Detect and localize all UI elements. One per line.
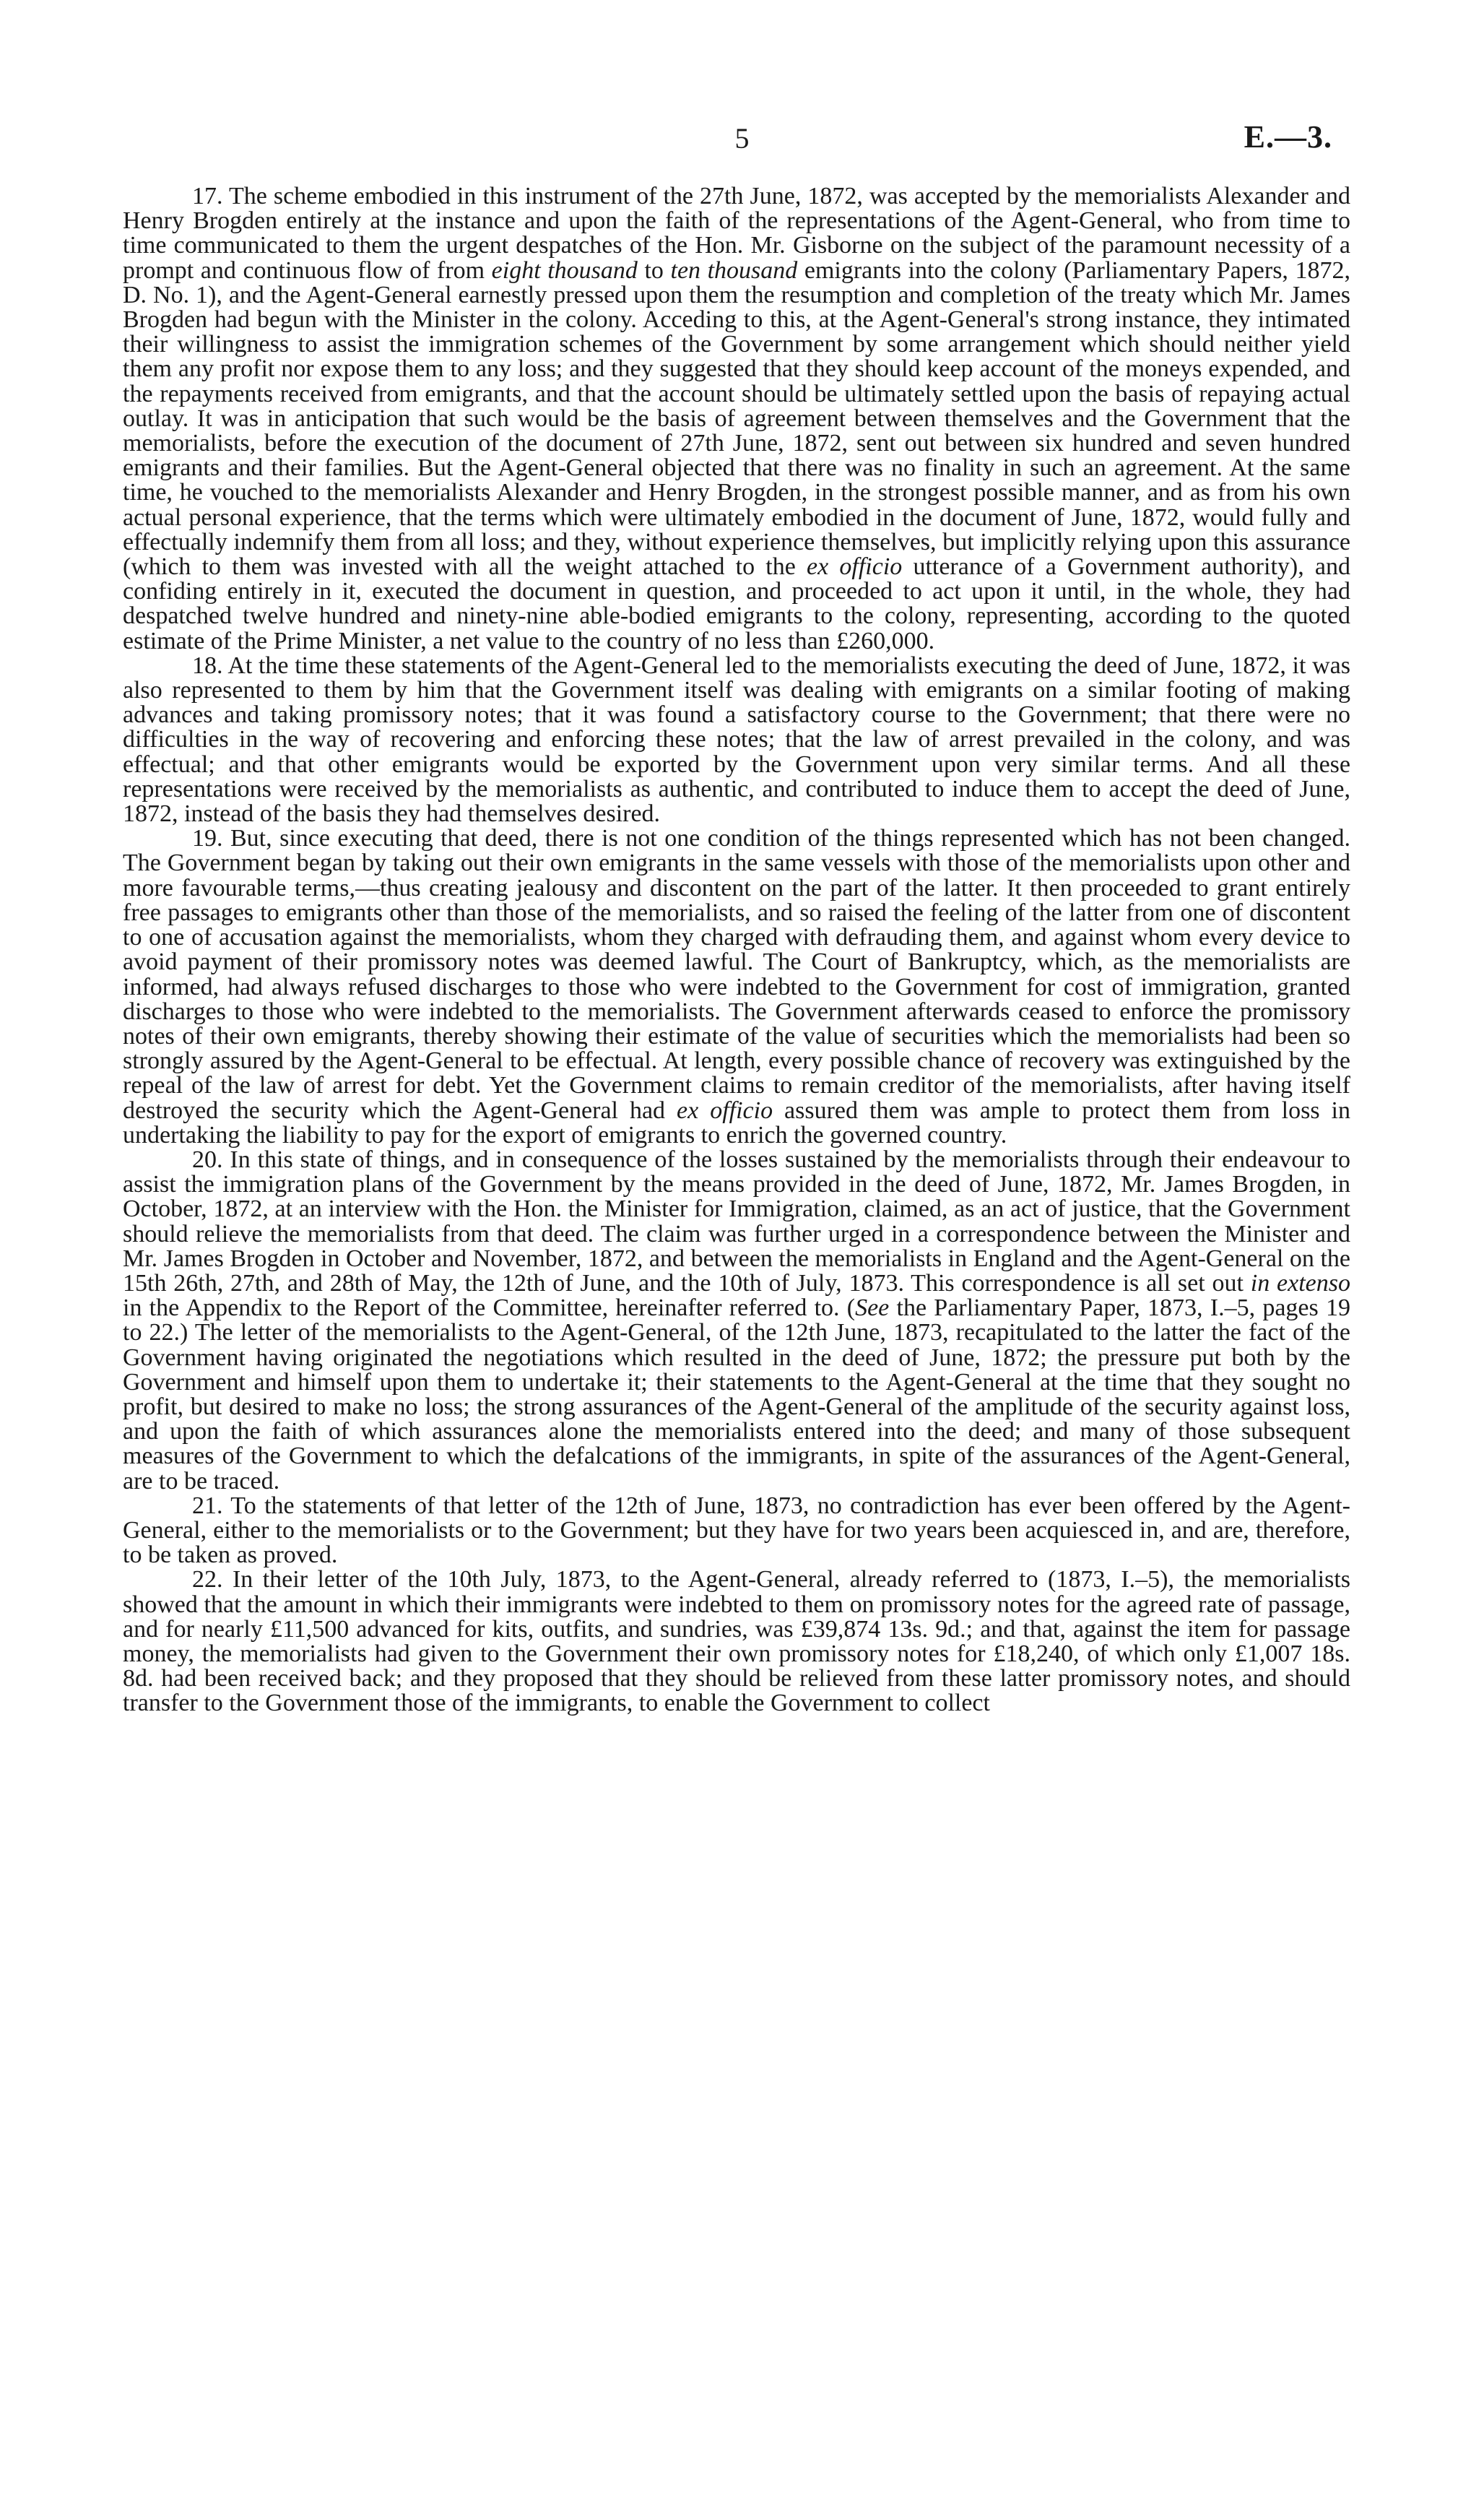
- paragraph-number: 18.: [192, 652, 223, 679]
- paragraph-20: 20. In this state of things, and in consequence of the losses sustained by the memorialists through their endeavour to assist the immigration plans of the Government by the means provided in the deed of June, 1872, Mr. James Brogden, in October, 1872, at an interview with the Hon. the Minister for Immigration, claimed, as an act of justice, that the Government should relieve the memorialists from that deed. The claim was further urged in a correspondence between the Minister and Mr. James Brogden in October and November, 1872, and between the memorialists in England and the Agent-General on the 15th 26th, 27th, and 28th of May, the 12th of June, and the 10th of July, 1873. This correspondence is all set out in extenso in the Appendix to the Report of the Committee, hereinafter referred to. (See the Parliamentary Paper, 1873, I.–5, pages 19 to 22.) The letter of the memorialists to the Agent-General, of the 12th June, 1873, recapitulated to the latter the fact of the Government having originated the negotiations which resulted in the deed of June, 1872; the pressure put both by the Government and himself upon them to undertake it; their statements to the Agent-General at the time that they sought no profit, but desired to make no loss; the strong assurances of the Agent-General of the amplitude of the security against loss, and upon the faith of which assurances alone the memorialists entered into the deed; and many of those subsequent measures of the Government to which the defalcations of the immigrants, in spite of the assurances of the Agent-General, are to be traced.: [123, 1146, 1351, 1495]
- paragraph-21: 21. To the statements of that letter of the 12th of June, 1873, no contradiction has ever been offered by the Agent-General, either to the memorialists or to the Government; but they have for two years been acquiesced in, and are, therefore, to be taken as proved.: [123, 1492, 1350, 1569]
- page-number: 5: [734, 122, 750, 155]
- paragraph-17: 17. The scheme embodied in this instrument of the 27th June, 1872, was accepted by the memorialists Alexander and Henry Brogden entirely at the instance and upon the faith of the representations of the Agent-General, who from time to time communicated to them the urgent despatches of the Hon. Mr. Gisborne on the subject of the paramount necessity of a prompt and continuous flow of from eight thousand to ten thousand emigrants into the colony (Parliamentary Papers, 1872, D. No. 1), and the Agent-General earnestly pressed upon them the resumption and completion of the treaty which Mr. James Brogden had begun with the Minister in the colony. Acceding to this, at the Agent-General's strong instance, they intimated their willingness to assist the immigration schemes of the Government by some arrangement which should neither yield them any profit nor expose them to any loss; and they suggested that they should keep account of the moneys expended, and the repayments received from emigrants, and that the account should be ultimately settled upon the basis of repaying actual outlay. It was in anticipation that such would be the basis of agreement between themselves and the Government that the memorialists, before the execution of the document of 27th June, 1872, sent out between six hundred and seven hundred emigrants and their families. But the Agent-General objected that there was no finality in such an agreement. At the same time, he vouched to the memorialists Alexander and Henry Brogden, in the strongest possible manner, and as from his own actual personal experience, that the terms which were ultimately embodied in the document of June, 1872, would fully and effectually indemnify them from all loss; and they, without experience themselves, but implicitly relying upon this assurance (which to them was invested with all the weight attached to the ex officio utterance of a Government authority), and confiding entirely in it, executed the document in question, and proceeded to act upon it until, in the whole, they had despatched twelve hundred and ninety-nine able-bodied emigrants to the colony, representing, according to the quoted estimate of the Prime Minister, a net value to the country of no less than £260,000.: [123, 183, 1350, 654]
- paragraph-22: 22. In their letter of the 10th July, 1873, to the Agent-General, already referred to (1873, I.–5), the memorialists showed that the amount in which their immigrants were indebted to them on promissory notes for the agreed rate of passage, and for nearly £11,500 advanced for kits, outfits, and sundries, was £39,874 13s. 9d.; and that, against the item for passage money, the memorialists had given to the Government their own promissory notes for £18,240, of which only £1,007 18s. 8d. had been received back; and they proposed that they should be relieved from these latter promissory notes, and should transfer to the Government those of the immigrants, to enable the Government to collect: [123, 1566, 1351, 1717]
- paragraph-number: 19.: [192, 825, 223, 852]
- paragraph-18: 18. At the time these statements of the Agent-General led to the memorialists executing the deed of June, 1872, it was also represented to them by him that the Government itself was dealing with emigrants on a similar footing of making advances and taking promissory notes; that it was found a satisfactory course to the Government; that there were no difficulties in the way of recovering and enforcing these notes; that the law of arrest prevailed in the colony, and was effectual; and that other emigrants would be exported by the Government upon very similar terms. And all these representations were received by the memorialists as authentic, and contributed to induce them to accept the deed of June, 1872, instead of the basis they had themselves desired.: [123, 652, 1350, 828]
- document-body: [123, 184, 1350, 1716]
- paragraph-number: 22.: [192, 1566, 223, 1594]
- paragraph-19: 19. But, since executing that deed, there is not one condition of the things represented which has not been changed. The Government began by taking out their own emigrants in the same vessels with those of the memorialists upon other and more favourable terms,—thus creating jealousy and discontent on the part of the latter. It then proceeded to grant entirely free passages to emigrants other than those of the memorialists, and so raised the feeling of the latter from one of discontent to one of accusation against the memorialists, whom they charged with defrauding them, and against whom every device to avoid payment of their promissory notes was deemed lawful. The Court of Bankruptcy, which, as the memorialists are informed, had always refused discharges to those who were indebted to the Government for cost of immigration, granted discharges to those who were indebted to the memorialists. The Government afterwards ceased to enforce the promissory notes of their own emigrants, thereby showing their estimate of the value of securities which the memorialists had been so strongly assured by the Agent-General to be effectual. At length, every possible chance of recovery was extinguished by the repeal of the law of arrest for debt. Yet the Government claims to remain creditor of the memorialists, after having itself destroyed the security which the Agent-General had ex officio assured them was ample to protect them from loss in undertaking the liability to pay for the export of emigrants to enrich the governed country.: [123, 825, 1351, 1149]
- paragraph-number: 21.: [192, 1492, 223, 1519]
- paragraph-number: 20.: [192, 1146, 223, 1173]
- document-reference: E.—3.: [1244, 119, 1332, 155]
- paragraph-number: 17.: [192, 183, 223, 209]
